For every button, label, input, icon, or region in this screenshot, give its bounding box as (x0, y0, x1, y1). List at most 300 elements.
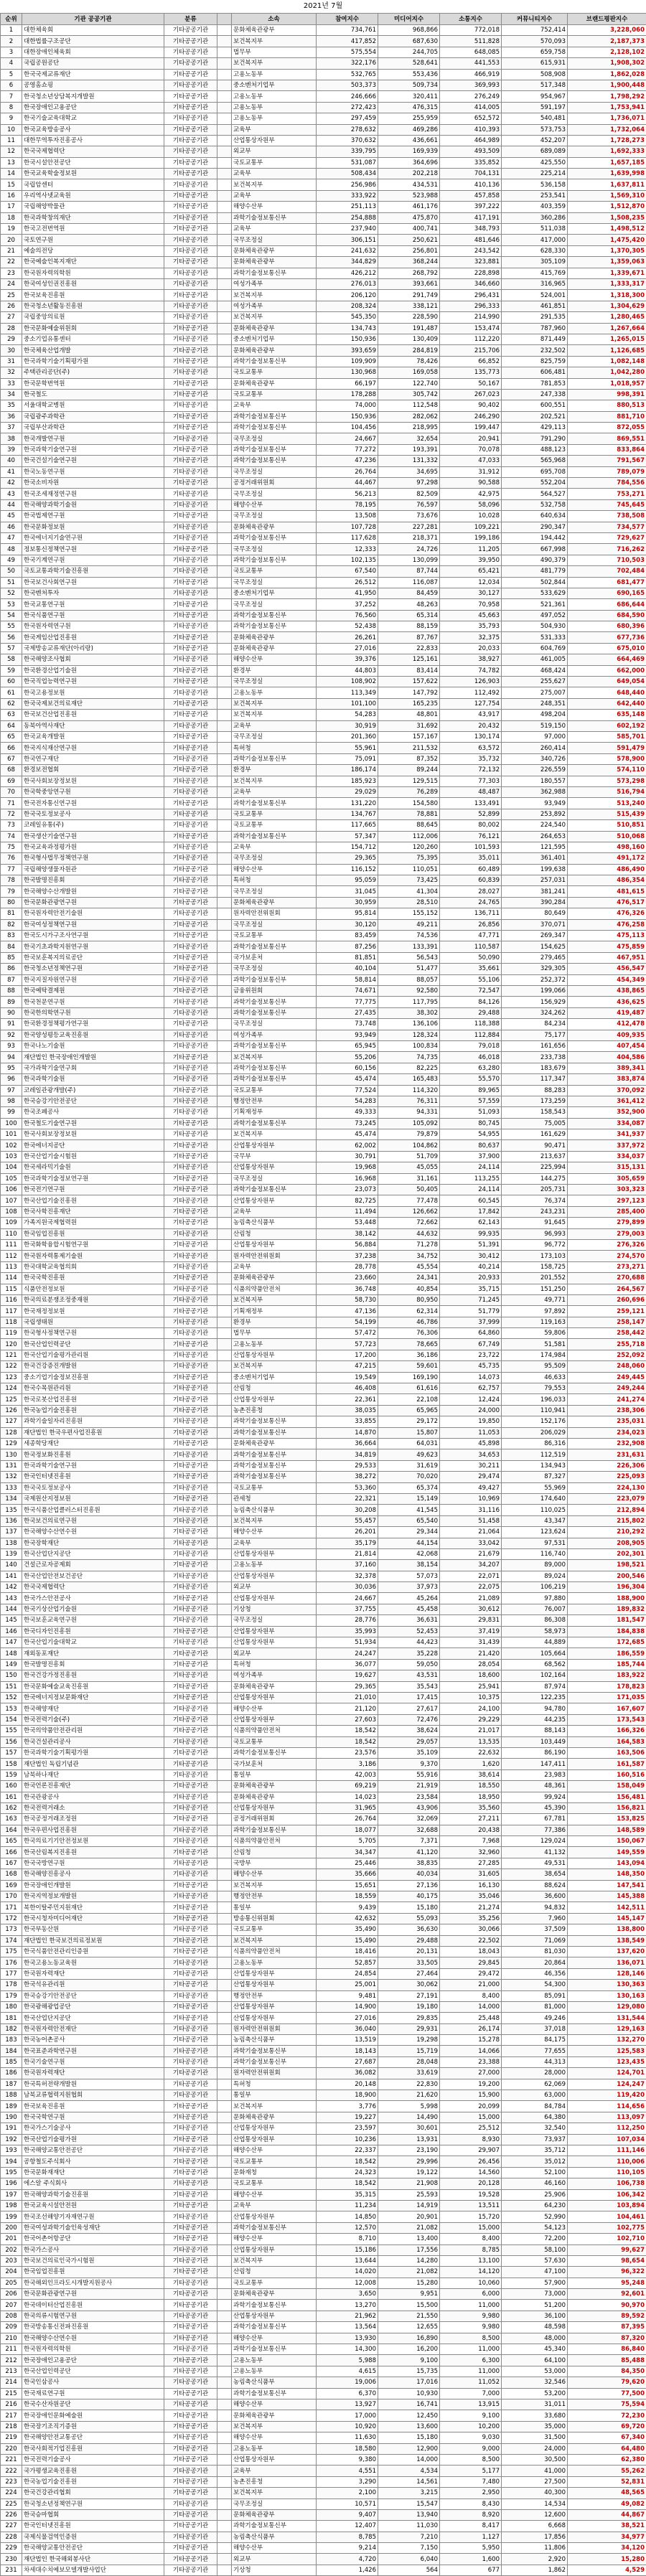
media-index-cell: 97,298 (378, 478, 440, 489)
brand-reputation-index-cell: 110,105 (568, 2167, 646, 2178)
table-row (1, 2509, 646, 2520)
participation-index-cell: 44,803 (317, 665, 378, 676)
category-cell: 기타공공기관 (164, 1040, 217, 1051)
brand-reputation-index-cell: 438,865 (568, 985, 646, 996)
institution-name-cell: 중소기업기술정보진흥원 (22, 1372, 164, 1383)
institution-name-cell: 한국식품안전관리인증원 (22, 1946, 164, 1957)
community-index-cell: 461,005 (502, 654, 568, 665)
community-index-cell: 51,581 (502, 1339, 568, 1350)
category-cell: 기타공공기관 (164, 1261, 217, 1272)
ministry-cell: 고용노동부 (232, 113, 317, 124)
community-index-cell: 225,214 (502, 169, 568, 179)
institution-name-cell: 차세대수치예보모델개발사업단 (22, 2565, 164, 2575)
community-index-cell: 96,993 (502, 1228, 568, 1239)
rank-cell: 105 (1, 1173, 22, 1184)
institution-name-cell: 한국기초과학지원연구원 (22, 941, 164, 952)
rank-cell: 159 (1, 1769, 22, 1780)
community-index-cell: 94,832 (502, 1902, 568, 1913)
table-row (1, 1626, 646, 1637)
communication-index-cell: 246,290 (440, 411, 502, 422)
institution-name-cell: 한국전기연구원 (22, 1185, 164, 1195)
community-index-cell: 253,541 (502, 190, 568, 201)
media-index-cell: 126,662 (378, 1206, 440, 1217)
media-index-cell: 6,040 (378, 2554, 440, 2565)
brand-reputation-index-cell: 85,488 (568, 2355, 646, 2366)
rank-cell: 58 (1, 654, 22, 665)
institution-name-cell: 서울대학교병원 (22, 400, 164, 411)
brand-reputation-index-cell: 264,567 (568, 1284, 646, 1294)
institution-name-cell: 주택관리공단(주) (22, 367, 164, 378)
communication-index-cell: 15,278 (440, 2035, 502, 2046)
participation-index-cell: 21,120 (317, 1703, 378, 1714)
table-row (1, 677, 646, 687)
participation-index-cell: 27,016 (317, 643, 378, 654)
participation-index-cell: 30,208 (317, 1505, 378, 1515)
rank-cell: 33 (1, 378, 22, 389)
rank-cell: 175 (1, 1946, 22, 1957)
participation-index-cell: 38,272 (317, 1472, 378, 1482)
brand-reputation-index-cell: 198,521 (568, 1560, 646, 1571)
rank-cell: 151 (1, 1681, 22, 1692)
institution-name-cell: 한국건강증진개발원 (22, 1361, 164, 1372)
institution-name-cell: 한국원자력통제기술원 (22, 1251, 164, 1261)
category-cell: 기타공공기관 (164, 268, 217, 278)
institution-name-cell: 한국원자력안전기술원 (22, 908, 164, 919)
subcategory-cell (217, 202, 232, 212)
ministry-cell: 여성가족부 (232, 301, 317, 311)
communication-index-cell: 22,502 (440, 1935, 502, 1946)
media-index-cell: 30,601 (378, 2123, 440, 2134)
ministry-cell: 산업통상자원부 (232, 2134, 317, 2145)
community-index-cell: 502,844 (502, 577, 568, 588)
brand-reputation-index-cell: 409,935 (568, 1030, 646, 1040)
participation-index-cell: 10,920 (317, 2421, 378, 2432)
subcategory-cell (217, 212, 232, 223)
category-cell: 기타공공기관 (164, 169, 217, 179)
rank-cell: 183 (1, 2035, 22, 2046)
table-row (1, 2167, 646, 2178)
table-row (1, 886, 646, 897)
community-index-cell: 75,177 (502, 1030, 568, 1040)
brand-reputation-index-cell: 114,656 (568, 2101, 646, 2112)
participation-index-cell: 35,993 (317, 1626, 378, 1637)
institution-name-cell: 한국공정거래조정원 (22, 1814, 164, 1825)
institution-name-cell: 한국해양진흥공사 (22, 1869, 164, 1880)
category-cell: 기타공공기관 (164, 179, 217, 190)
community-index-cell: 161,656 (502, 1040, 568, 1051)
participation-index-cell: 34,347 (317, 1847, 378, 1858)
communication-index-cell: 27,285 (440, 1858, 502, 1868)
subcategory-cell (217, 257, 232, 268)
community-index-cell: 511,038 (502, 224, 568, 235)
table-row (1, 765, 646, 776)
communication-index-cell: 464,989 (440, 135, 502, 146)
rank-cell: 192 (1, 2134, 22, 2145)
subcategory-cell (217, 1637, 232, 1648)
subcategory-cell (217, 1218, 232, 1228)
brand-reputation-index-cell: 102,775 (568, 2222, 646, 2233)
ministry-cell: 보건복지부 (232, 2421, 317, 2432)
subcategory-cell (217, 1394, 232, 1405)
community-index-cell: 73,937 (502, 2134, 568, 2145)
media-index-cell: 20,131 (378, 1946, 440, 1957)
communication-index-cell: 60,545 (440, 1195, 502, 1206)
media-index-cell: 78,665 (378, 1339, 440, 1350)
rank-cell: 4 (1, 58, 22, 69)
subcategory-cell (217, 466, 232, 477)
subcategory-cell (217, 312, 232, 323)
communication-index-cell: 1,127 (440, 2532, 502, 2542)
communication-index-cell: 8,417 (440, 2521, 502, 2532)
table-row (1, 544, 646, 555)
table-row (1, 710, 646, 720)
media-index-cell: 92,580 (378, 985, 440, 996)
institution-name-cell: 한국기술교육대학교 (22, 113, 164, 124)
communication-index-cell: 8,785 (440, 2244, 502, 2255)
subcategory-cell (217, 389, 232, 400)
community-index-cell: 31,011 (502, 2399, 568, 2410)
subcategory-cell (217, 842, 232, 852)
brand-reputation-index-cell: 225,093 (568, 1472, 646, 1482)
category-cell: 기타공공기관 (164, 776, 217, 786)
table-row (1, 2432, 646, 2443)
brand-reputation-index-cell: 1,637,811 (568, 179, 646, 190)
category-cell: 기타공공기관 (164, 632, 217, 643)
rank-cell: 1 (1, 25, 22, 36)
participation-index-cell: 117,665 (317, 820, 378, 831)
community-index-cell: 84,784 (502, 2101, 568, 2112)
ministry-cell: 농촌진흥청 (232, 1405, 317, 1416)
communication-index-cell: 5,177 (440, 2465, 502, 2476)
rank-cell: 120 (1, 1339, 22, 1350)
ministry-cell: 과학기술정보통신부 (232, 2521, 317, 2532)
communication-index-cell: 46,018 (440, 1052, 502, 1063)
ministry-cell: 법무부 (232, 47, 317, 57)
ministry-cell: 국토교통부 (232, 157, 317, 168)
ministry-cell: 과학기술정보통신부 (232, 444, 317, 455)
category-cell: 기타공공기관 (164, 1361, 217, 1372)
participation-index-cell: 107,728 (317, 522, 378, 532)
brand-reputation-index-cell: 436,625 (568, 997, 646, 1007)
brand-reputation-index-cell: 4,529 (568, 2565, 646, 2575)
brand-reputation-index-cell: 454,349 (568, 974, 646, 985)
subcategory-cell (217, 499, 232, 510)
rank-cell: 180 (1, 2001, 22, 2012)
ministry-cell: 행정안전부 (232, 1990, 317, 2001)
community-index-cell: 604,769 (502, 643, 568, 654)
media-index-cell: 461,176 (378, 202, 440, 212)
ministry-cell: 과학기술정보통신부 (232, 831, 317, 842)
communication-index-cell: 2,950 (440, 2488, 502, 2499)
participation-index-cell: 76,560 (317, 610, 378, 621)
media-index-cell: 45,554 (378, 1261, 440, 1272)
institution-name-cell: 한국해양안전교통공단 (22, 2432, 164, 2443)
category-cell: 기타공공기관 (164, 1416, 217, 1427)
table-row (1, 1482, 646, 1493)
communication-index-cell: 112,492 (440, 687, 502, 698)
media-index-cell: 122,740 (378, 378, 440, 389)
category-cell: 기타공공기관 (164, 1129, 217, 1140)
ministry-cell: 문화체육관광부 (232, 2410, 317, 2421)
ministry-cell: 과학기술정보통신부 (232, 423, 317, 433)
rank-cell: 83 (1, 931, 22, 941)
category-cell: 기타공공기관 (164, 1990, 217, 2001)
ministry-cell: 국토교통부 (232, 809, 317, 819)
table-row (1, 1185, 646, 1195)
table-body (1, 25, 646, 2576)
institution-name-cell: 예술의전당 (22, 245, 164, 256)
ministry-cell: 해양수산부 (232, 1527, 317, 1538)
category-cell: 기타공공기관 (164, 522, 217, 532)
institution-name-cell: 한국의료분쟁조정중재원 (22, 1294, 164, 1305)
institution-name-cell: 재단법인 독립기념관 (22, 1759, 164, 1769)
community-index-cell: 105,664 (502, 1648, 568, 1659)
table-row (1, 1361, 646, 1372)
institution-name-cell: 한국장애인고용공단 (22, 102, 164, 113)
table-row (1, 1670, 646, 1681)
media-index-cell: 45,264 (378, 1593, 440, 1604)
communication-index-cell: 267,023 (440, 389, 502, 400)
brand-reputation-index-cell: 285,400 (568, 1206, 646, 1217)
media-index-cell: 393,661 (378, 278, 440, 289)
media-index-cell: 27,191 (378, 1990, 440, 2001)
media-index-cell: 51,477 (378, 964, 440, 974)
rank-cell: 136 (1, 1515, 22, 1526)
institution-name-cell: 대한장애인체육회 (22, 47, 164, 57)
brand-reputation-index-cell: 412,478 (568, 1019, 646, 1030)
table-row (1, 423, 646, 433)
media-index-cell: 436,661 (378, 135, 440, 146)
brand-reputation-index-cell: 649,054 (568, 677, 646, 687)
community-index-cell: 552,204 (502, 478, 568, 489)
institution-name-cell: 한국조세재정연구원 (22, 489, 164, 499)
communication-index-cell: 10,028 (440, 511, 502, 522)
brand-reputation-index-cell: 1,639,998 (568, 169, 646, 179)
brand-reputation-index-cell: 148,350 (568, 1869, 646, 1880)
rank-cell: 231 (1, 2565, 22, 2575)
subcategory-cell (217, 1990, 232, 2001)
category-cell: 기타공공기관 (164, 2200, 217, 2211)
brand-reputation-index-cell: 150,067 (568, 1836, 646, 1847)
table-row (1, 1548, 646, 1559)
category-cell: 기타공공기관 (164, 831, 217, 842)
table-row (1, 1891, 646, 1902)
ministry-cell: 교육부 (232, 190, 317, 201)
participation-index-cell: 46,408 (317, 1383, 378, 1394)
rank-cell: 101 (1, 1129, 22, 1140)
ministry-cell: 과학기술정보통신부 (232, 2046, 317, 2056)
ministry-cell: 식품의약품안전처 (232, 1284, 317, 1294)
ministry-cell: 과학기술정보통신부 (232, 1427, 317, 1438)
participation-index-cell: 29,365 (317, 853, 378, 864)
table-row (1, 2211, 646, 2222)
table-row (1, 2056, 646, 2067)
media-index-cell: 55,093 (378, 1913, 440, 1924)
media-index-cell: 24,726 (378, 544, 440, 555)
subcategory-cell (217, 456, 232, 466)
subcategory-cell (217, 732, 232, 743)
institution-name-cell: 한국가스안전공사 (22, 1593, 164, 1604)
media-index-cell: 268,792 (378, 268, 440, 278)
ministry-cell: 교육부 (232, 1206, 317, 1217)
rank-cell: 114 (1, 1273, 22, 1284)
participation-index-cell: 297,459 (317, 113, 378, 124)
subcategory-cell (217, 720, 232, 731)
community-index-cell: 73,000 (502, 2289, 568, 2300)
rank-cell: 156 (1, 1736, 22, 1747)
table-row (1, 179, 646, 190)
ministry-cell: 통일부 (232, 1769, 317, 1780)
participation-index-cell: 241,632 (317, 245, 378, 256)
communication-index-cell: 9,030 (440, 2432, 502, 2443)
brand-reputation-index-cell: 513,240 (568, 798, 646, 809)
institution-name-cell: 한국여성과학기술인육성재단 (22, 2222, 164, 2233)
ministry-cell: 해양수산부 (232, 499, 317, 510)
institution-name-cell: 국립생태원 (22, 1317, 164, 1327)
category-cell: 기타공공기관 (164, 2355, 217, 2366)
communication-index-cell: 37,419 (440, 1626, 502, 1637)
ministry-cell: 고용노동부 (232, 1339, 317, 1350)
community-index-cell: 25,906 (502, 2189, 568, 2200)
brand-reputation-index-cell: 1,359,063 (568, 257, 646, 268)
brand-reputation-index-cell: 149,559 (568, 1847, 646, 1858)
subcategory-cell (217, 1493, 232, 1504)
category-cell: 기타공공기관 (164, 58, 217, 69)
category-cell: 기타공공기관 (164, 1648, 217, 1659)
community-index-cell: 324,262 (502, 1007, 568, 1018)
institution-name-cell: 한국전자통신연구원 (22, 798, 164, 809)
rank-cell: 163 (1, 1814, 22, 1825)
communication-index-cell: 10,969 (440, 1493, 502, 1504)
table-row (1, 290, 646, 301)
ministry-cell: 과학기술정보통신부 (232, 268, 317, 278)
communication-index-cell: 199,186 (440, 532, 502, 543)
brand-reputation-index-cell: 303,323 (568, 1185, 646, 1195)
participation-index-cell: 47,215 (317, 1361, 378, 1372)
community-index-cell: 158,543 (502, 1107, 568, 1118)
institution-name-cell: 한국보육진흥원 (22, 2101, 164, 2112)
media-index-cell: 72,662 (378, 1218, 440, 1228)
community-index-cell: 94,780 (502, 1703, 568, 1714)
brand-reputation-index-cell: 167,607 (568, 1703, 646, 1714)
community-index-cell: 151,250 (502, 1284, 568, 1294)
rank-cell: 41 (1, 466, 22, 477)
community-index-cell: 360,286 (502, 212, 568, 223)
category-cell: 기타공공기관 (164, 1615, 217, 1626)
community-index-cell: 524,001 (502, 290, 568, 301)
rank-cell: 79 (1, 886, 22, 897)
institution-name-cell: 대한체육회 (22, 25, 164, 36)
communication-index-cell: 29,474 (440, 1472, 502, 1482)
category-cell: 기타공공기관 (164, 720, 217, 731)
ministry-cell: 해양수산부 (232, 2234, 317, 2244)
participation-index-cell: 9,407 (317, 2509, 378, 2520)
communication-index-cell: 62,757 (440, 1383, 502, 1394)
subcategory-cell (217, 2366, 232, 2377)
brand-reputation-index-cell: 753,271 (568, 489, 646, 499)
rank-cell: 130 (1, 1449, 22, 1460)
institution-name-cell: 중소기업유통센터 (22, 334, 164, 344)
rank-cell: 165 (1, 1836, 22, 1847)
category-cell: 기타공공기관 (164, 80, 217, 90)
rank-cell: 78 (1, 875, 22, 886)
rank-cell: 161 (1, 1792, 22, 1802)
rank-cell: 23 (1, 268, 22, 278)
community-index-cell: 48,598 (502, 2322, 568, 2333)
ministry-cell: 국토교통부 (232, 1482, 317, 1493)
communication-index-cell: 33,042 (440, 1538, 502, 1548)
communication-index-cell: 65,421 (440, 566, 502, 577)
community-index-cell: 173,259 (502, 1096, 568, 1106)
category-cell: 기타공공기관 (164, 2344, 217, 2355)
participation-index-cell: 75,091 (317, 753, 378, 764)
communication-index-cell: 772,018 (440, 25, 502, 36)
table-row (1, 1747, 646, 1758)
subcategory-cell (217, 1869, 232, 1880)
ministry-cell: 보건복지부 (232, 1935, 317, 1946)
participation-index-cell: 23,597 (317, 2123, 378, 2134)
rank-cell: 226 (1, 2509, 22, 2520)
brand-reputation-index-cell: 1,736,071 (568, 113, 646, 124)
participation-index-cell: 31,045 (317, 886, 378, 897)
brand-reputation-index-cell: 510,851 (568, 820, 646, 831)
category-cell: 기타공공기관 (164, 2145, 217, 2156)
participation-index-cell: 13,519 (317, 2035, 378, 2046)
ministry-cell: 해양수산부 (232, 1703, 317, 1714)
category-cell: 기타공공기관 (164, 2521, 217, 2532)
media-index-cell: 31,692 (378, 720, 440, 731)
media-index-cell: 29,172 (378, 1416, 440, 1427)
media-index-cell: 553,436 (378, 69, 440, 80)
community-index-cell: 787,960 (502, 323, 568, 334)
category-cell: 기타공공기관 (164, 798, 217, 809)
communication-index-cell: 5,950 (440, 2543, 502, 2554)
participation-index-cell: 55,457 (317, 1515, 378, 1526)
ministry-cell: 산업통상자원부 (232, 1802, 317, 1813)
ministry-cell: 원자력안전위원회 (232, 2068, 317, 2079)
community-index-cell: 6,668 (502, 2521, 568, 2532)
communication-index-cell: 90,402 (440, 400, 502, 411)
communication-index-cell: 60,489 (440, 864, 502, 875)
category-cell: 기타공공기관 (164, 2399, 217, 2410)
category-cell: 기타공공기관 (164, 1317, 217, 1327)
table-row (1, 80, 646, 90)
brand-reputation-index-cell: 234,023 (568, 1427, 646, 1438)
brand-reputation-index-cell: 334,087 (568, 1118, 646, 1129)
brand-reputation-index-cell: 131,544 (568, 2013, 646, 2023)
ministry-cell: 중소벤처기업부 (232, 334, 317, 344)
institution-name-cell: 한국사회적기업진흥원 (22, 2443, 164, 2454)
communication-index-cell: 64,860 (440, 1328, 502, 1339)
media-index-cell: 22,833 (378, 643, 440, 654)
communication-index-cell: 26,856 (440, 919, 502, 930)
participation-index-cell: 67,540 (317, 566, 378, 577)
ministry-cell: 문화체육관광부 (232, 1273, 317, 1284)
community-index-cell: 44,235 (502, 1714, 568, 1725)
ministry-cell: 산업통상자원부 (232, 2123, 317, 2134)
brand-reputation-index-cell: 573,298 (568, 776, 646, 786)
subcategory-cell (217, 1902, 232, 1913)
subcategory-cell (217, 1074, 232, 1085)
ministry-cell: 고용노동부 (232, 687, 317, 698)
category-cell: 기타공공기관 (164, 2532, 217, 2542)
community-index-cell: 35,012 (502, 2156, 568, 2167)
media-index-cell: 13,940 (378, 2509, 440, 2520)
brand-reputation-index-cell: 1,126,685 (568, 345, 646, 356)
communication-index-cell: 481,646 (440, 235, 502, 245)
institution-name-cell: 한국보건의료연구원 (22, 1515, 164, 1526)
media-index-cell: 35,543 (378, 1681, 440, 1692)
